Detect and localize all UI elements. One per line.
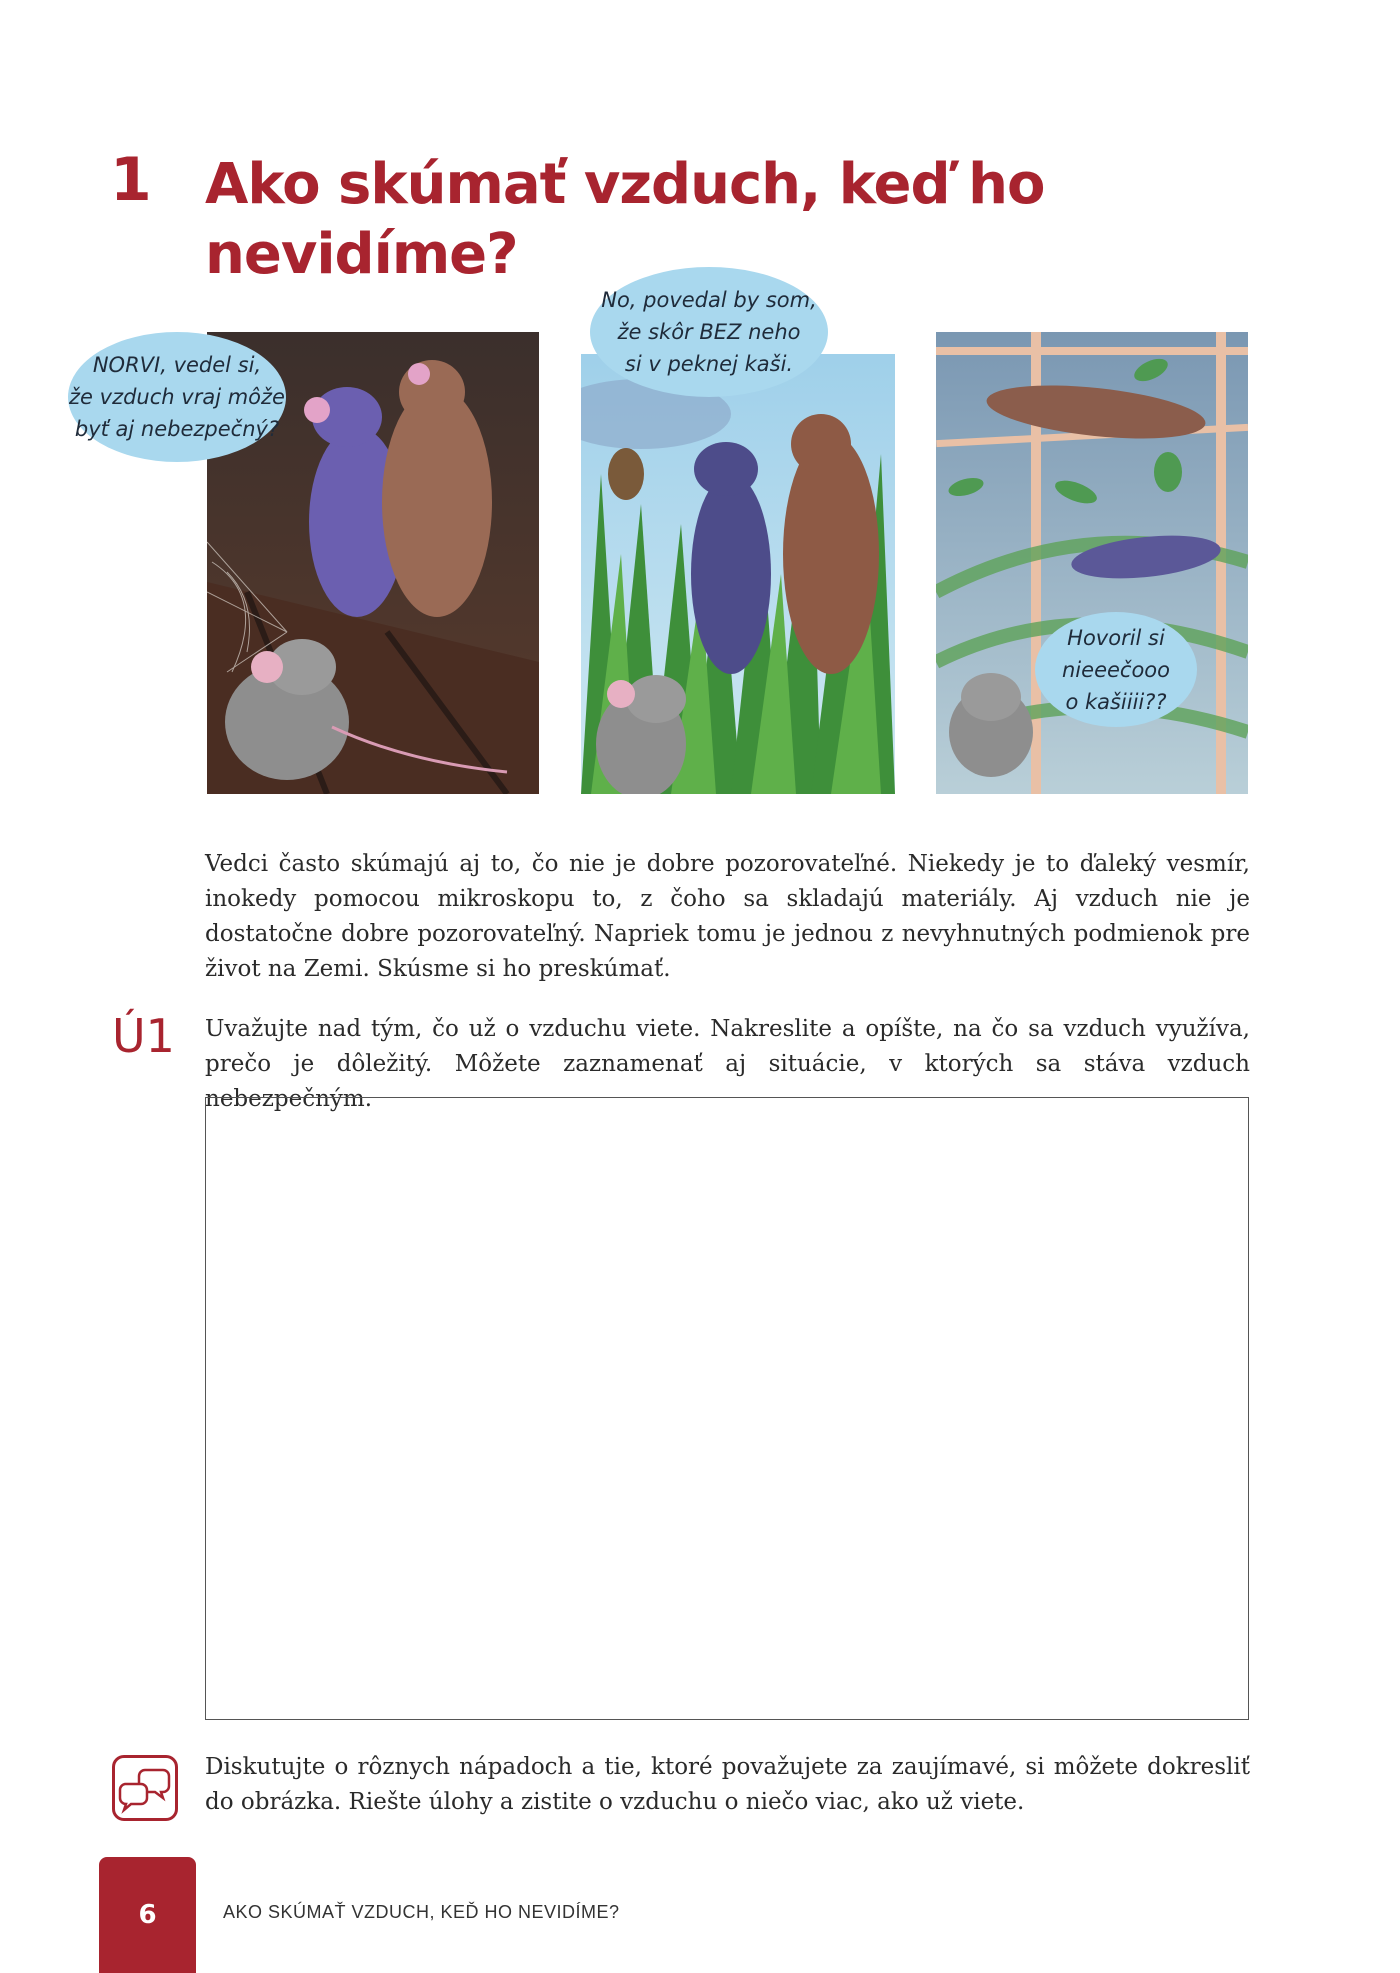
answer-drawing-box[interactable] [205, 1097, 1249, 1720]
comic-panel-2 [581, 354, 895, 794]
running-footer-title: AKO SKÚMAŤ VZDUCH, KEĎ HO NEVIDÍME? [223, 1902, 620, 1922]
speech-bubbles-icon [112, 1755, 178, 1821]
task-label: Ú1 [112, 1009, 175, 1063]
speech-bubble-2-text: No, povedal by som, že skôr BEZ neho si v peknej kaši. [601, 288, 817, 376]
intro-paragraph: Vedci často skúmajú aj to, čo nie je dobre pozorovateľné. Niekedy je to ďaleký vesmír, inokedy pomocou mikroskopu to, z čoho sa skladajú materiály. Aj vzduch nie je dostatočne dobre pozorovateľný. Napriek tomu je jednou z nevyhnutných podmienok pre život na Zemi. Skúsme si ho preskúmať. [205, 851, 1250, 982]
chapter-title: Ako skúmať vzduch, keď ho nevidíme? [205, 152, 1045, 287]
speech-bubble-2 [590, 267, 828, 397]
speech-bubble-1-text: NORVI, vedel si, že vzduch vraj môže byť aj nebezpečný? [69, 353, 285, 441]
discussion-text: Diskutujte o rôznych nápadoch a tie, ktoré považujete za zaujímavé, si môžete dokresliť do obrázka. Riešte úlohy a zistite o vzduchu o niečo viac, ako už viete. [205, 1754, 1250, 1815]
page-number: 6 [138, 1900, 157, 1930]
chapter-number: 1 [110, 145, 152, 215]
speech-bubble-1 [68, 332, 286, 462]
task-instructions: Uvažujte nad tým, čo už o vzduchu viete. Nakreslite a opíšte, na čo sa vzduch využíva, prečo je dôležitý. Môžete zaznamenať aj situácie, v ktorých sa stáva vzduch nebezpečným. [205, 1016, 1250, 1112]
speech-bubble-3-text: Hovoril si nieeečooo o kašiiii?? [1062, 625, 1170, 714]
speech-bubble-3 [1035, 612, 1197, 727]
page-number-tab [99, 1857, 196, 1973]
comic-panel-3 [936, 332, 1248, 794]
